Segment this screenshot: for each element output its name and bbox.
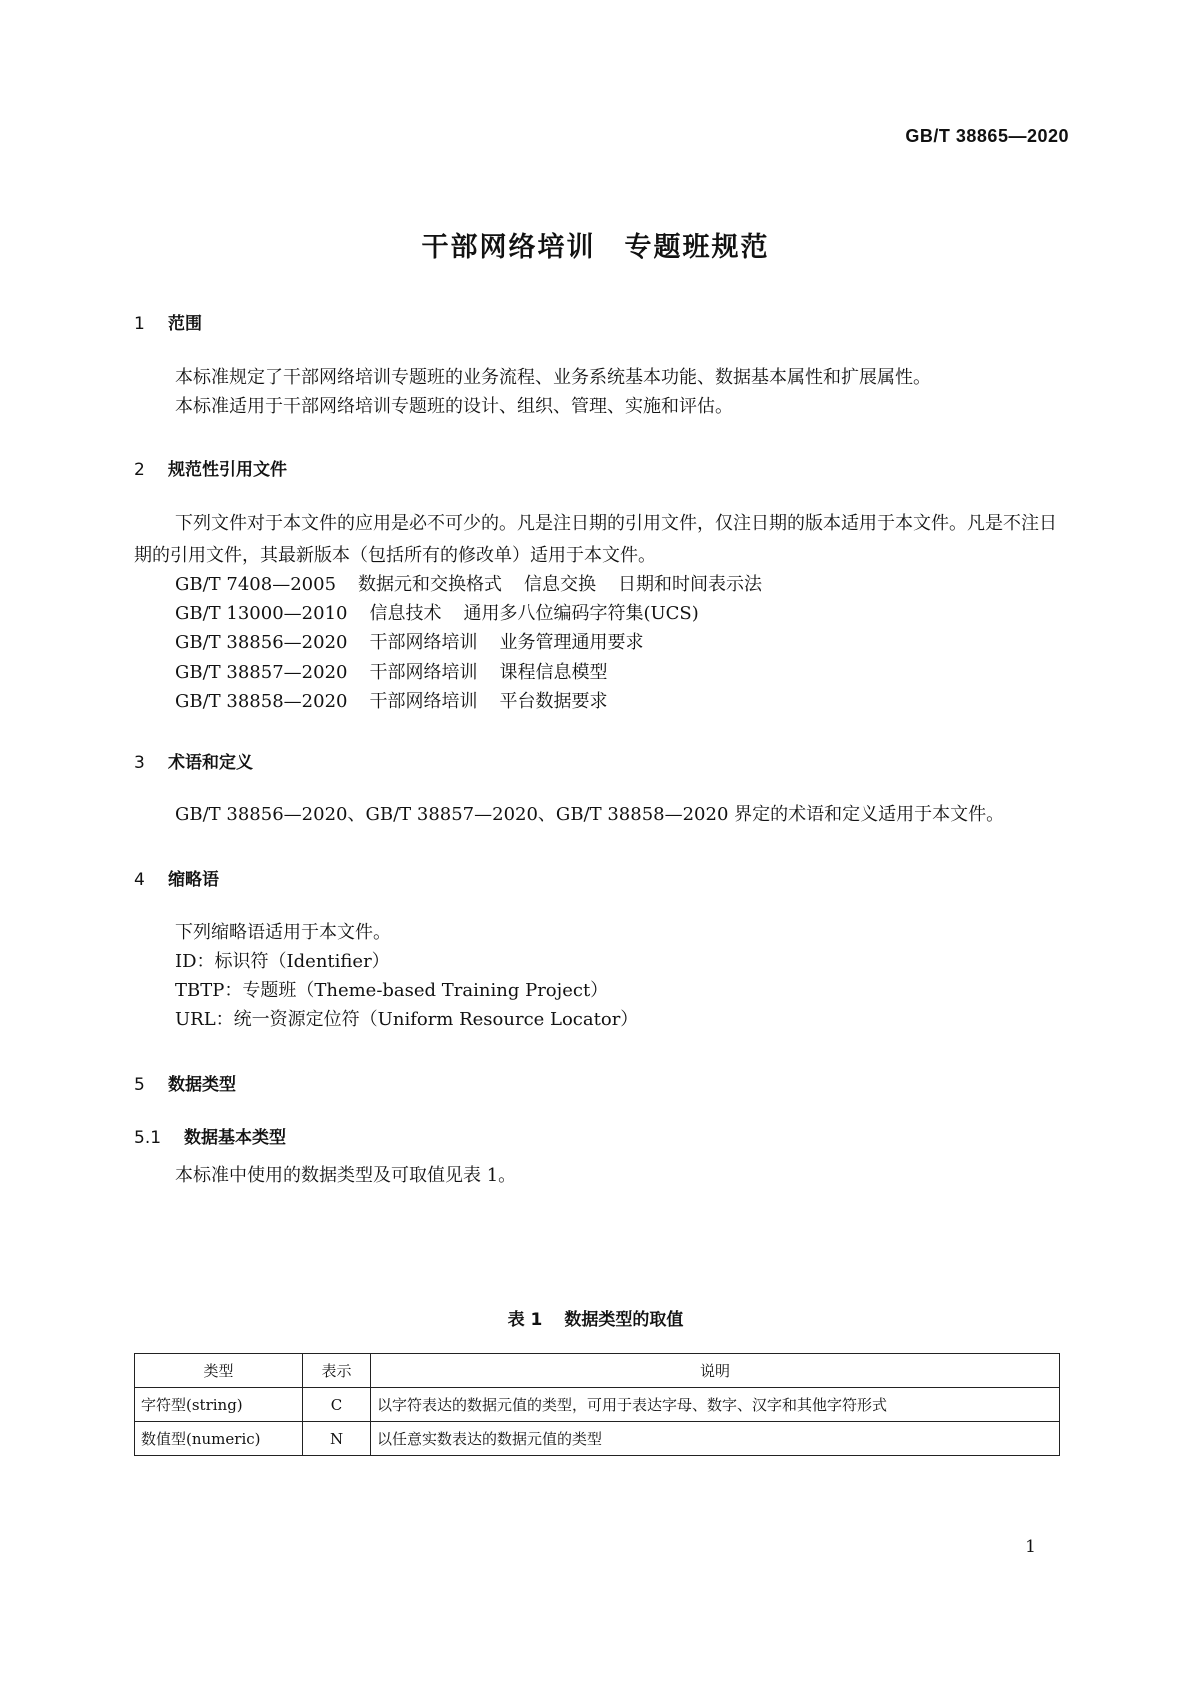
section-title: 规范性引用文件 xyxy=(168,460,287,480)
section-title: 范围 xyxy=(168,314,202,334)
reference-item xyxy=(175,570,784,596)
table-label: 表 1 xyxy=(507,1310,543,1330)
section-title: 术语和定义 xyxy=(168,753,253,773)
paragraph: 下列缩略语适用于本文件。 xyxy=(175,922,391,943)
section-3-heading xyxy=(134,748,253,773)
table-header-cell: 说明 xyxy=(371,1354,1060,1388)
document-title: 干部网络培训 专题班规范 xyxy=(421,232,770,263)
reference-title-part: 课程信息模型 xyxy=(499,662,608,683)
paragraph: 本标准规定了干部网络培训专题班的业务流程、业务系统基本功能、数据基本属性和扩展属性。 xyxy=(175,367,931,388)
paragraph: 本标准中使用的数据类型及可取值见表 1。 xyxy=(175,1165,517,1186)
table-cell: C xyxy=(303,1388,371,1422)
section-number: 2 xyxy=(134,460,145,480)
section-5-1-heading xyxy=(134,1123,286,1148)
section-5-heading xyxy=(134,1070,236,1095)
table-header-cell: 表示 xyxy=(303,1354,371,1388)
paragraph: GB/T 38856—2020、GB/T 38857—2020、GB/T 38858—2020 界定的术语和定义适用于本文件。 xyxy=(175,804,1005,825)
table-row xyxy=(135,1422,1060,1456)
table-header-cell: 类型 xyxy=(135,1354,303,1388)
reference-code: GB/T 38857—2020 xyxy=(175,662,348,683)
abbreviation-item: TBTP：专题班（Theme-based Training Project） xyxy=(175,980,609,1001)
reference-title-part: 业务管理通用要求 xyxy=(499,632,644,653)
table-cell: 以任意实数表达的数据元值的类型 xyxy=(371,1422,1060,1456)
section-number: 4 xyxy=(134,870,145,890)
table-cell: 数值型(numeric) xyxy=(135,1422,303,1456)
section-number: 5.1 xyxy=(134,1128,162,1148)
paragraph: 下列文件对于本文件的应用是必不可少的。凡是注日期的引用文件，仅注日期的版本适用于本文件。凡是不注日期的引用文件，其最新版本（包括所有的修改单）适用于本文件。 xyxy=(134,513,1057,566)
section-title: 数据基本类型 xyxy=(184,1128,286,1148)
section-title: 缩略语 xyxy=(168,870,219,890)
reference-title-part: 干部网络培训 xyxy=(369,691,478,712)
section-number: 3 xyxy=(134,753,145,773)
table-row xyxy=(135,1388,1060,1422)
reference-item xyxy=(175,628,665,654)
reference-title-part: 通用多八位编码字符集(UCS) xyxy=(463,603,699,624)
page-number: 1 xyxy=(1025,1537,1036,1557)
reference-item xyxy=(175,599,721,625)
section-title: 数据类型 xyxy=(168,1075,236,1095)
abbreviation-item: URL：统一资源定位符（Uniform Resource Locator） xyxy=(175,1009,639,1030)
section-4-heading xyxy=(134,865,219,890)
reference-code: GB/T 7408—2005 xyxy=(175,574,337,595)
table-caption xyxy=(0,1305,1191,1330)
paragraph: 本标准适用于干部网络培训专题班的设计、组织、管理、实施和评估。 xyxy=(175,396,733,417)
table-caption-text: 数据类型的取值 xyxy=(564,1310,684,1330)
section-number: 1 xyxy=(134,314,145,334)
reference-code: GB/T 38856—2020 xyxy=(175,632,348,653)
section-number: 5 xyxy=(134,1075,145,1095)
table-cell: 以字符表达的数据元值的类型，可用于表达字母、数字、汉字和其他字符形式 xyxy=(371,1388,1060,1422)
table-header-row xyxy=(135,1354,1060,1388)
table-cell: N xyxy=(303,1422,371,1456)
reference-title-part: 干部网络培训 xyxy=(369,662,478,683)
reference-item xyxy=(175,687,629,713)
reference-code: GB/T 13000—2010 xyxy=(175,603,348,624)
reference-title-part: 数据元和交换格式 xyxy=(358,574,503,595)
standard-code: GB/T 38865—2020 xyxy=(905,126,1069,146)
reference-title-part: 日期和时间表示法 xyxy=(618,574,763,595)
table-cell: 字符型(string) xyxy=(135,1388,303,1422)
reference-title-part: 干部网络培训 xyxy=(369,632,478,653)
section-2-heading xyxy=(134,455,287,480)
reference-title-part: 平台数据要求 xyxy=(499,691,608,712)
reference-item xyxy=(175,658,629,684)
data-type-table xyxy=(134,1353,1060,1456)
reference-title-part: 信息技术 xyxy=(369,603,442,624)
reference-code: GB/T 38858—2020 xyxy=(175,691,348,712)
abbreviation-item: ID：标识符（Identifier） xyxy=(175,951,390,972)
section-1-heading xyxy=(134,309,202,334)
reference-title-part: 信息交换 xyxy=(524,574,597,595)
